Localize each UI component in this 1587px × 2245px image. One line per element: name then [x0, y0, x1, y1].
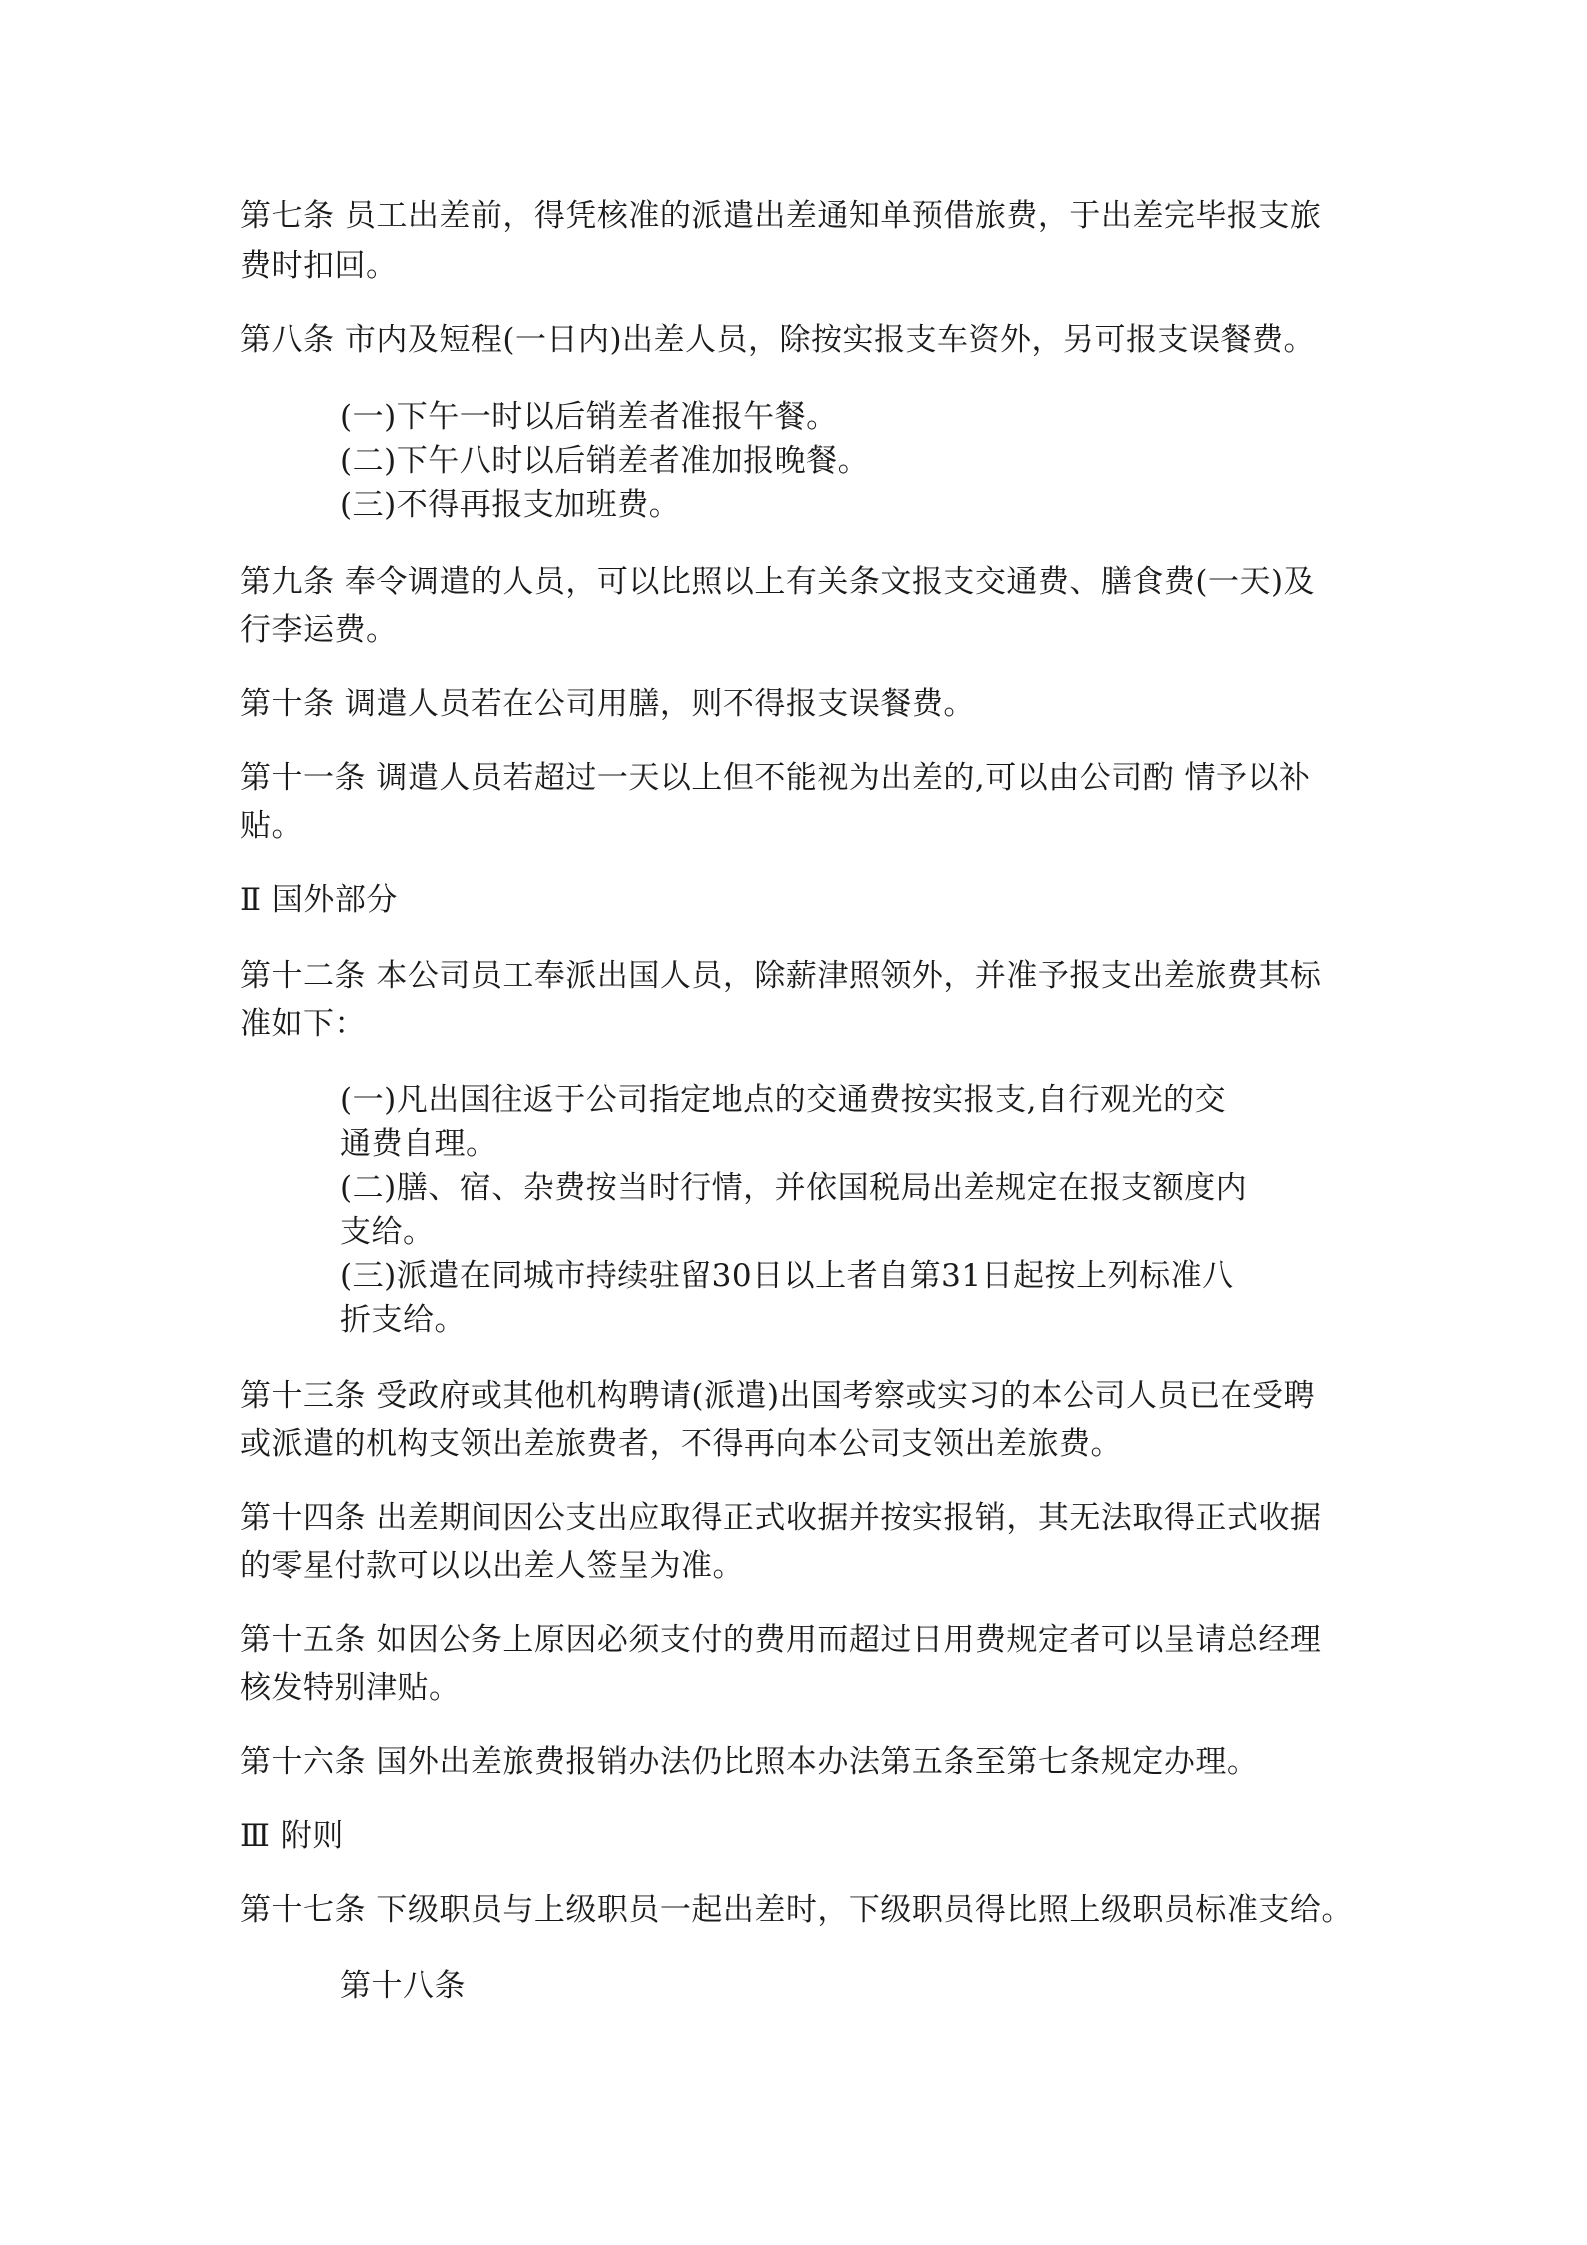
- article-12-line-2: 准如下：: [240, 1006, 366, 1042]
- article-8-item-1: (一)下午一时以后销差者准报午餐。: [340, 399, 838, 435]
- article-13-line-1: 第十三条 受政府或其他机构聘请(派遣)出国考察或实习的本公司人员已在受聘: [240, 1378, 1316, 1414]
- article-16: 第十六条 国外出差旅费报销办法仍比照本办法第五条至第七条规定办理。: [240, 1744, 1259, 1780]
- article-7-line-1: 第七条 员工出差前，得凭核准的派遣出差通知单预借旅费，于出差完毕报支旅: [240, 198, 1322, 234]
- article-12-item-3-line-2: 折支给。: [340, 1302, 466, 1338]
- article-15-line-2: 核发特别津贴。: [240, 1670, 461, 1706]
- article-12-item-1-line-2: 通费自理。: [340, 1126, 498, 1162]
- article-8-item-2: (二)下午八时以后销差者准加报晚餐。: [340, 443, 870, 479]
- article-10: 第十条 调遣人员若在公司用膳，则不得报支误餐费。: [240, 686, 975, 722]
- article-17: 第十七条 下级职员与上级职员一起出差时，下级职员得比照上级职员标准支给。: [240, 1892, 1353, 1928]
- article-12-item-3-line-1: (三)派遣在同城市持续驻留30日以上者自第31日起按上列标准八: [340, 1258, 1234, 1294]
- article-12-line-1: 第十二条 本公司员工奉派出国人员，除薪津照领外，并准予报支出差旅费其标: [240, 958, 1322, 994]
- section-2-heading: Ⅱ 国外部分: [240, 882, 398, 918]
- article-12-item-1-line-1: (一)凡出国往返于公司指定地点的交通费按实报支,自行观光的交: [340, 1082, 1227, 1118]
- article-8-item-3: (三)不得再报支加班费。: [340, 487, 681, 523]
- article-9-line-1: 第九条 奉令调遣的人员，可以比照以上有关条文报支交通费、膳食费(一天)及: [240, 564, 1316, 600]
- article-7-line-2: 费时扣回。: [240, 248, 398, 284]
- article-11-line-2: 贴。: [240, 808, 303, 844]
- article-11-line-1: 第十一条 调遣人员若超过一天以上但不能视为出差的,可以由公司酌 情予以补: [240, 760, 1311, 796]
- article-15-line-1: 第十五条 如因公务上原因必须支付的费用而超过日用费规定者可以呈请总经理: [240, 1622, 1322, 1658]
- article-8: 第八条 市内及短程(一日内)出差人员，除按实报支车资外，另可报支误餐费。: [240, 322, 1316, 358]
- article-12-item-2-line-1: (二)膳、宿、杂费按当时行情，并依国税局出差规定在报支额度内: [340, 1170, 1248, 1206]
- article-9-line-2: 行李运费。: [240, 612, 398, 648]
- article-18: 第十八条: [340, 1968, 466, 2004]
- article-14-line-1: 第十四条 出差期间因公支出应取得正式收据并按实报销，其无法取得正式收据: [240, 1500, 1322, 1536]
- article-12-item-2-line-2: 支给。: [340, 1214, 435, 1250]
- article-14-line-2: 的零星付款可以以出差人签呈为准。: [240, 1548, 744, 1584]
- section-3-heading: Ⅲ 附则: [240, 1818, 344, 1854]
- article-13-line-2: 或派遣的机构支领出差旅费者，不得再向本公司支领出差旅费。: [240, 1426, 1122, 1462]
